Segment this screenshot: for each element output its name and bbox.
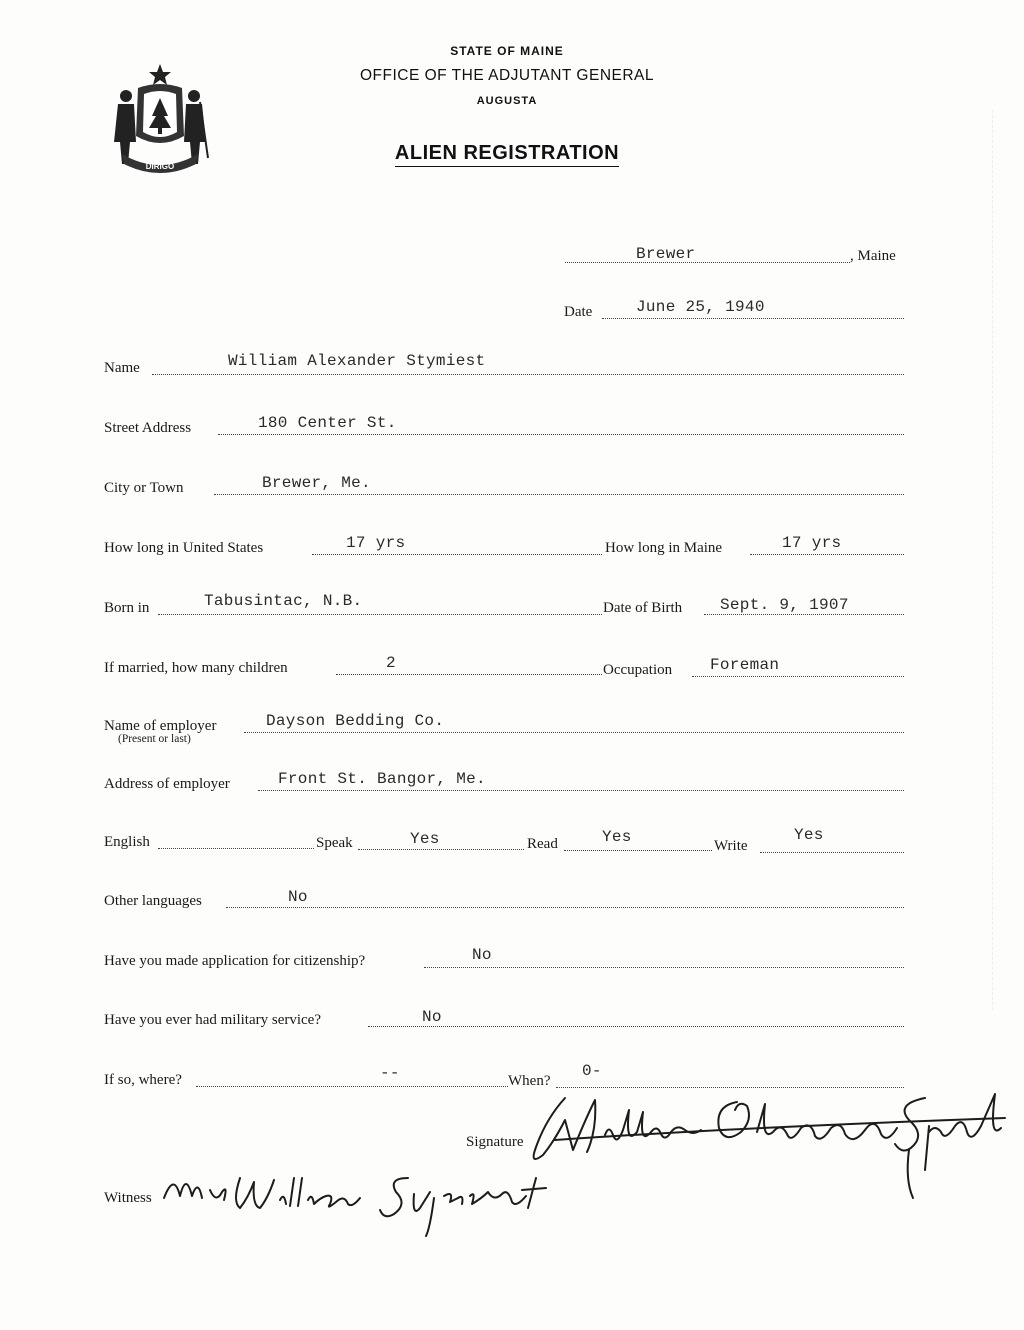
citizenship-label: Have you made application for citizenship? [104,953,366,969]
employer-value: Dayson Bedding Co. [266,712,445,730]
place-value: Brewer [636,245,696,263]
citizenship-value: No [472,946,492,964]
occupation-value: Foreman [710,656,780,674]
city-value: Brewer, Me. [262,474,371,492]
name-label: Name [104,360,140,376]
where-line [196,1086,508,1087]
military-value: No [422,1008,442,1026]
us-years-value: 17 yrs [346,534,406,552]
read-line [564,850,712,851]
speak-value: Yes [410,830,440,848]
read-label: Read [527,836,558,852]
employer-line [244,732,904,733]
name-line [152,374,904,375]
dob-label: Date of Birth [603,600,683,616]
employer-label: Name of employer [104,718,217,734]
born-value: Tabusintac, N.B. [204,592,363,610]
name-value: William Alexander Stymiest [228,352,486,370]
children-label: If married, how many children [104,660,288,676]
maine-state-seal-icon [108,58,212,178]
military-line [368,1026,904,1027]
city-line [214,494,904,495]
born-line [158,614,602,615]
date-label: Date [564,304,593,320]
english-line [158,848,314,849]
us-years-label: How long in United States [104,540,264,556]
witness-label: Witness [104,1190,152,1206]
header-city: AUGUSTA [476,95,538,107]
read-value: Yes [602,828,632,846]
speak-line [358,849,524,850]
form-title: ALIEN REGISTRATION [307,142,707,165]
maine-years-line [750,554,904,555]
svg-text:DIRIGO: DIRIGO [145,162,175,171]
header-office: OFFICE OF THE ADJUTANT GENERAL [359,67,655,84]
children-line [336,674,602,675]
write-value: Yes [794,826,824,844]
employer-address-value: Front St. Bangor, Me. [278,770,486,788]
employer-address-line [258,790,904,791]
other-languages-value: No [288,888,308,906]
handwritten-signature-icon [525,1080,1020,1205]
when-value: 0- [582,1062,602,1080]
other-languages-line [226,907,904,908]
born-label: Born in [104,600,150,616]
signature-label: Signature [466,1134,524,1150]
dob-line [704,614,904,615]
write-line [760,852,904,853]
us-years-line [312,554,602,555]
dob-value: Sept. 9, 1907 [720,596,849,614]
place-line [565,262,850,263]
witness-signature-icon [158,1158,588,1238]
english-label: English [104,834,150,850]
employer-address-label: Address of employer [104,776,230,792]
other-languages-label: Other languages [104,893,202,909]
children-value: 2 [386,654,396,672]
street-line [218,434,904,435]
date-value: June 25, 1940 [636,298,765,316]
where-label: If so, where? [104,1072,182,1088]
street-value: 180 Center St. [258,414,397,432]
place-suffix: , Maine [850,248,896,264]
write-label: Write [714,838,748,854]
header-state: STATE OF MAINE [450,44,564,58]
military-label: Have you ever had military service? [104,1012,321,1028]
maine-years-label: How long in Maine [605,540,723,556]
citizenship-line [424,967,904,968]
street-label: Street Address [104,420,192,436]
employer-sublabel: (Present or last) [118,733,191,745]
where-value: -- [380,1064,400,1082]
occupation-label: Occupation [603,662,673,678]
when-label: When? [508,1073,551,1089]
speak-label: Speak [316,835,353,851]
page-edge-marks [992,110,1007,1010]
occupation-line [692,676,904,677]
date-line [602,318,904,319]
city-label: City or Town [104,480,184,496]
maine-years-value: 17 yrs [782,534,842,552]
